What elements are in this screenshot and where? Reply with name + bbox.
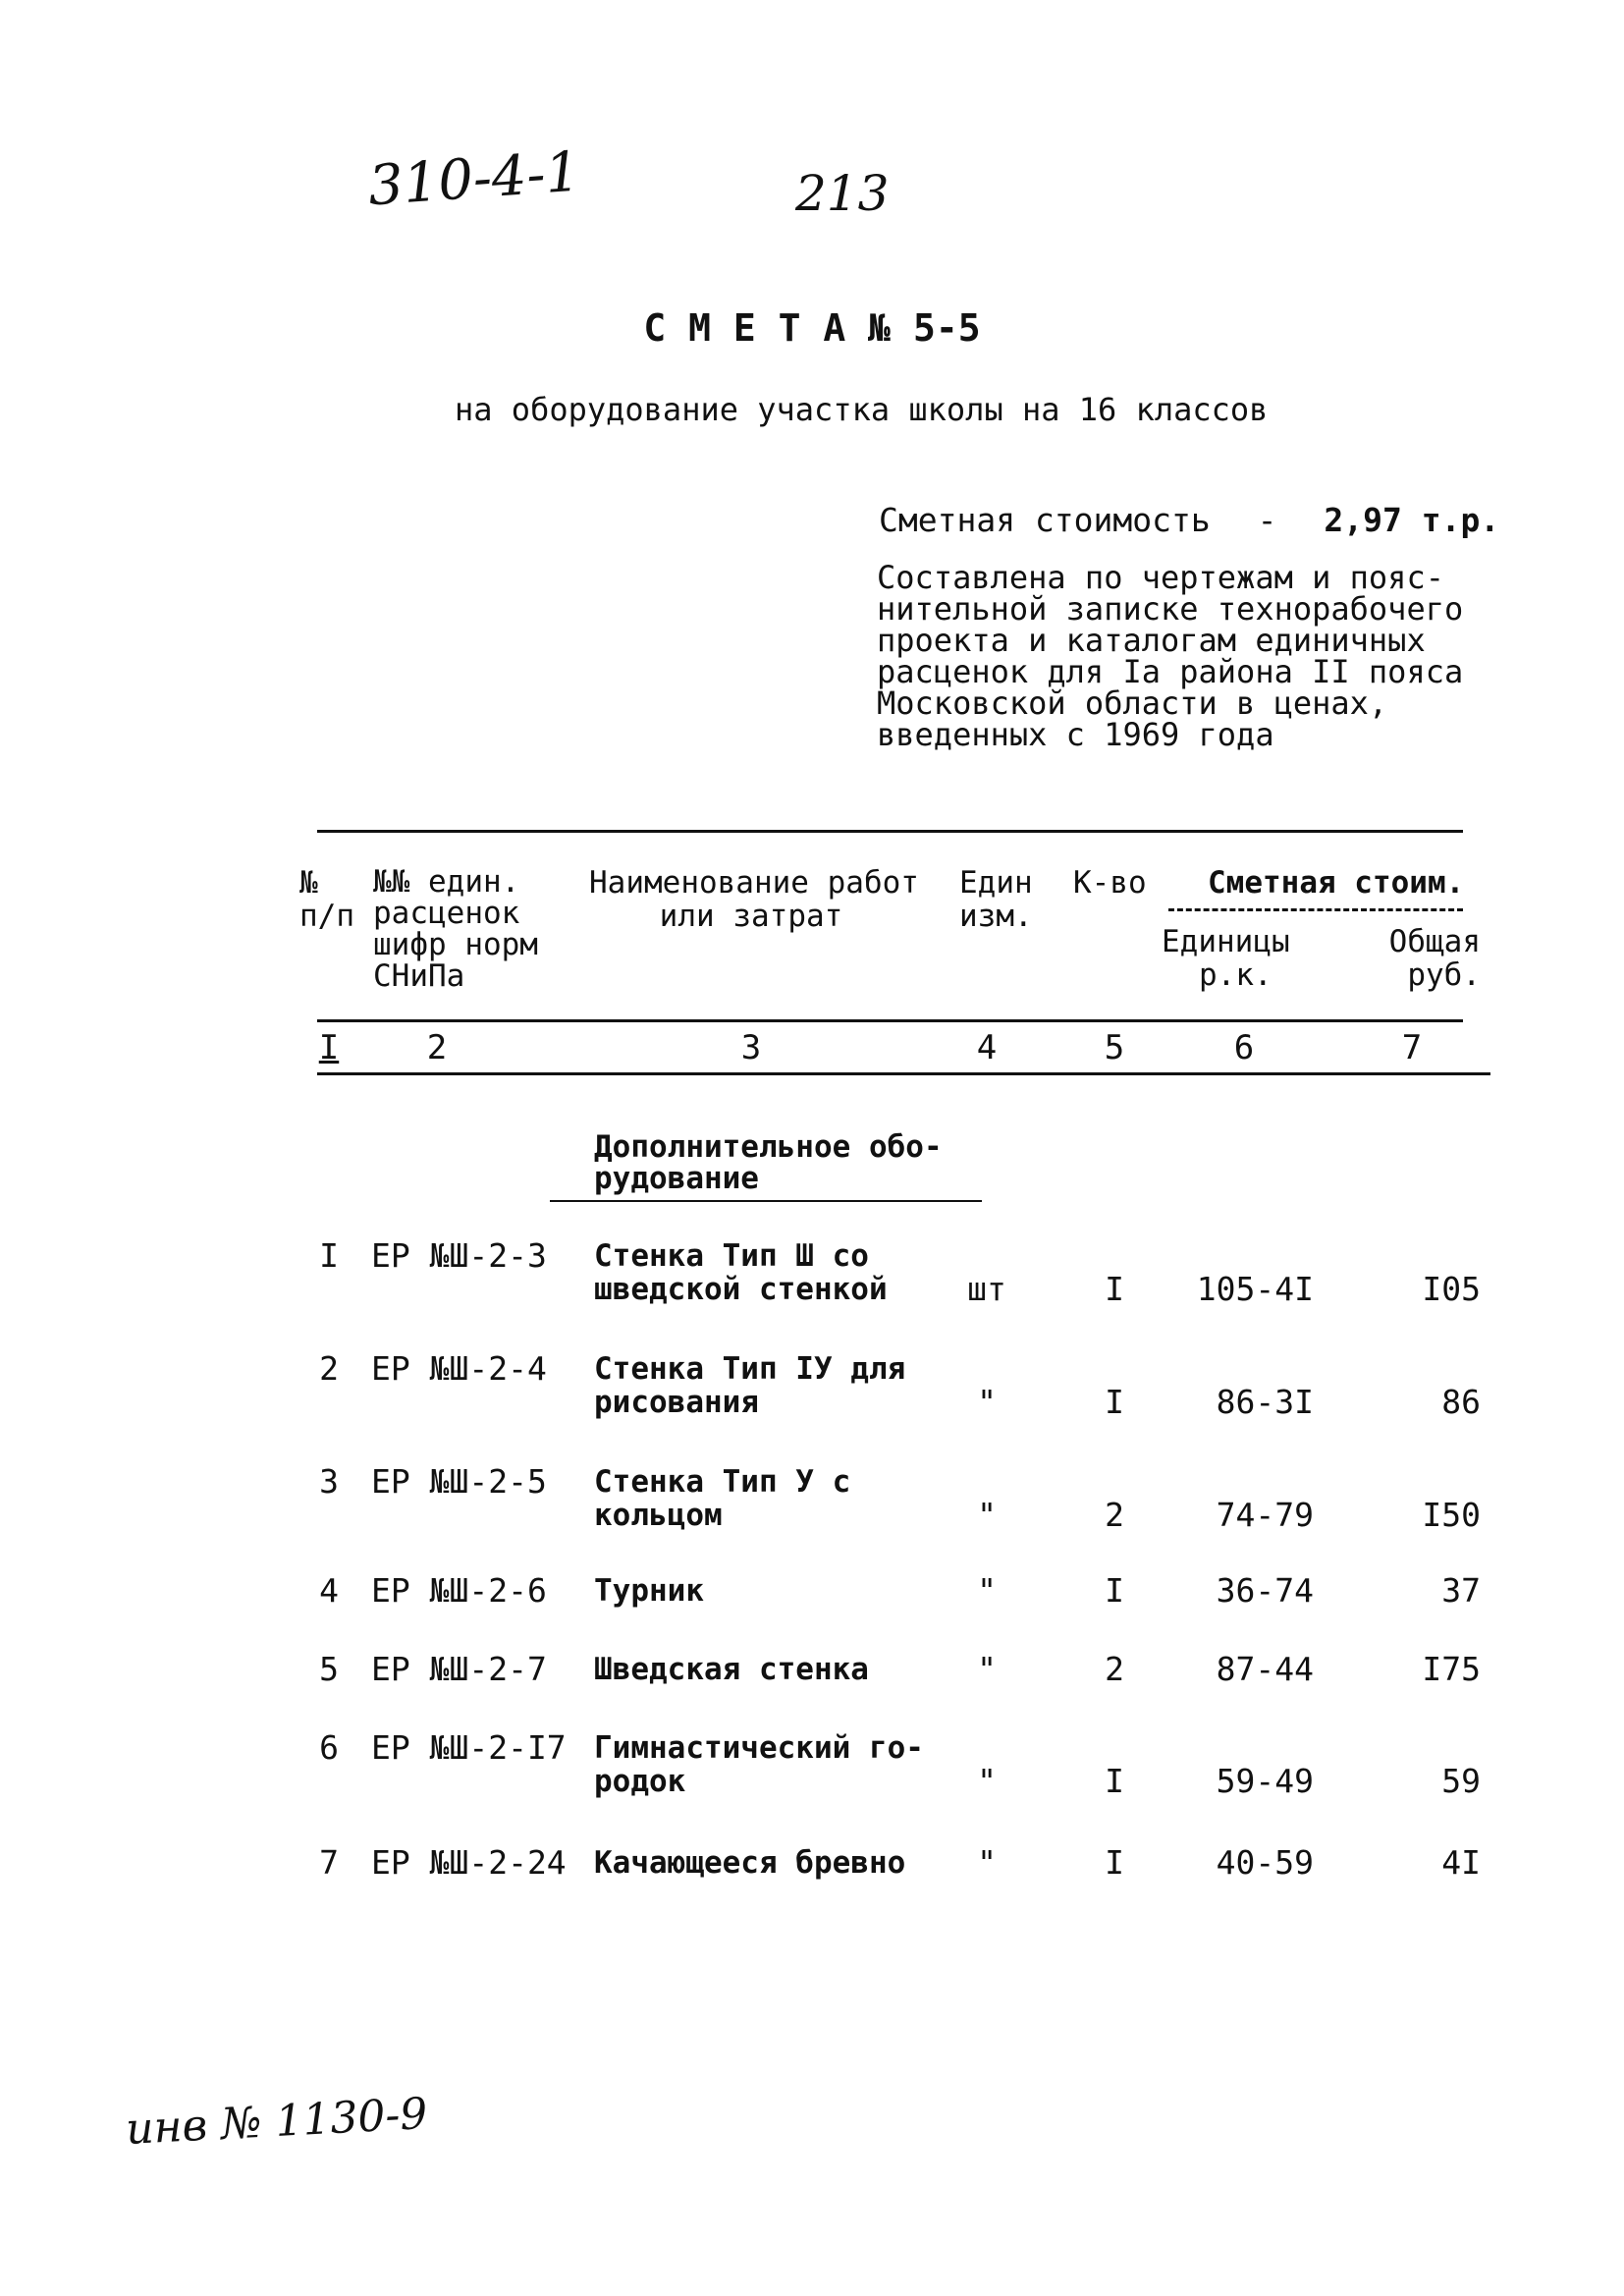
row-name-line: родок — [594, 1764, 686, 1799]
basis-note — [877, 559, 1464, 753]
row-quantity: I — [1105, 1843, 1124, 1882]
row-code: ЕР №Ш-2-4 — [371, 1349, 547, 1388]
document-subtitle: на оборудование участка школы на 16 классов — [455, 391, 1269, 428]
header-col2-line: шифр норм — [373, 927, 538, 962]
row-name — [594, 1574, 704, 1608]
column-number: 7 — [1401, 1028, 1423, 1067]
header-col1-line: № — [299, 865, 318, 901]
table-top-rule — [317, 830, 1463, 833]
row-unit: " — [977, 1762, 997, 1800]
header-col6 — [1162, 925, 1290, 992]
row-quantity: I — [1105, 1383, 1124, 1421]
row-quantity: 2 — [1105, 1650, 1124, 1688]
basis-line: нительной записке технорабочего — [877, 590, 1464, 628]
inventory-number: инв № 1130-9 — [124, 2088, 429, 2156]
row-name — [594, 1239, 888, 1306]
header-bottom-rule — [317, 1019, 1463, 1022]
header-col2-line: расценок — [373, 896, 520, 931]
estimated-cost — [879, 501, 1499, 539]
estimated-cost-dash: - — [1257, 501, 1277, 539]
row-unit-price: 59-49 — [1216, 1762, 1314, 1800]
row-code: ЕР №Ш-2-I7 — [371, 1728, 567, 1767]
row-name-line: шведской стенкой — [594, 1272, 888, 1307]
header-col2 — [373, 866, 538, 992]
row-number: 4 — [319, 1571, 339, 1610]
header-col3 — [589, 865, 919, 934]
row-unit: " — [977, 1496, 997, 1534]
row-unit-price: 36-74 — [1216, 1571, 1314, 1610]
row-name-line: рисования — [594, 1385, 759, 1420]
cost-group-rule — [1168, 908, 1463, 911]
row-name-line: Качающееся бревно — [594, 1845, 906, 1881]
header-col7-line: Общая — [1388, 924, 1481, 959]
header-col1-line: п/п — [299, 899, 354, 934]
row-unit-price: 40-59 — [1216, 1843, 1314, 1882]
section-heading-rule — [550, 1200, 982, 1202]
row-total: I50 — [1422, 1496, 1481, 1534]
basis-line: Составлена по чертежам и пояс- — [877, 559, 1444, 596]
row-unit: " — [977, 1383, 997, 1421]
header-col6-line: р.к. — [1199, 957, 1272, 993]
row-number: 6 — [319, 1728, 339, 1767]
row-unit: " — [977, 1571, 997, 1610]
row-total: 4I — [1441, 1843, 1481, 1882]
row-unit: " — [977, 1843, 997, 1882]
row-total: I75 — [1422, 1650, 1481, 1688]
row-total: 86 — [1441, 1383, 1481, 1421]
basis-line: Московской области в ценах, — [877, 684, 1388, 722]
row-unit-price: 86-3I — [1216, 1383, 1314, 1421]
row-quantity: 2 — [1105, 1496, 1124, 1534]
row-name-line: кольцом — [594, 1498, 723, 1533]
row-quantity: I — [1105, 1571, 1124, 1610]
row-total: 59 — [1441, 1762, 1481, 1800]
document-code: 310-4-1 — [365, 139, 583, 219]
row-total: I05 — [1422, 1270, 1481, 1308]
column-number: 2 — [426, 1028, 448, 1067]
row-number: 7 — [319, 1843, 339, 1882]
row-name-line: Стенка Тип IУ для — [594, 1351, 906, 1387]
row-name — [594, 1465, 850, 1532]
column-number: 4 — [976, 1028, 998, 1067]
row-name-line: Стенка Тип Ш со — [594, 1238, 869, 1274]
header-col2-line: СНиПа — [373, 958, 465, 994]
basis-line: расценок для Iа района II пояса — [877, 653, 1464, 690]
header-col3-line: Наименование работ — [589, 865, 919, 901]
header-col5-line: К-во — [1073, 865, 1147, 901]
section-heading-line: Дополнительное обо- — [594, 1129, 943, 1165]
row-number: 2 — [319, 1349, 339, 1388]
row-unit-price: 74-79 — [1216, 1496, 1314, 1534]
header-col4-line: изм. — [959, 899, 1033, 934]
column-number: 5 — [1104, 1028, 1125, 1067]
row-unit: шт — [967, 1270, 1006, 1308]
header-col4 — [959, 866, 1033, 933]
estimated-cost-value: 2,97 т.р. — [1324, 501, 1500, 539]
header-col1 — [299, 866, 354, 933]
basis-line: проекта и каталогам единичных — [877, 622, 1426, 659]
header-col3-line: или затрат — [659, 899, 843, 934]
row-code: ЕР №Ш-2-6 — [371, 1571, 547, 1610]
row-number: 5 — [319, 1650, 339, 1688]
row-unit-price: 105-4I — [1196, 1270, 1314, 1308]
row-name-line: Шведская стенка — [594, 1652, 869, 1687]
row-unit-price: 87-44 — [1216, 1650, 1314, 1688]
row-name — [594, 1846, 905, 1880]
header-col7-line: руб. — [1407, 957, 1481, 993]
row-name — [594, 1653, 869, 1686]
column-number: 6 — [1233, 1028, 1255, 1067]
row-name — [594, 1731, 924, 1798]
row-number: 3 — [319, 1462, 339, 1501]
section-heading-line: рудование — [594, 1161, 759, 1196]
header-cost-group: Сметная стоим. — [1208, 865, 1465, 901]
row-code: ЕР №Ш-2-5 — [371, 1462, 547, 1501]
row-quantity: I — [1105, 1762, 1124, 1800]
column-number: 3 — [740, 1028, 762, 1067]
row-name-line: Турник — [594, 1573, 704, 1609]
row-number: I — [319, 1236, 339, 1275]
document-title: С М Е Т А № 5-5 — [643, 306, 981, 350]
row-total: 37 — [1441, 1571, 1481, 1610]
row-unit: " — [977, 1650, 997, 1688]
row-quantity: I — [1105, 1270, 1124, 1308]
section-heading — [594, 1131, 943, 1194]
header-col2-line: №№ един. — [373, 864, 520, 900]
row-name-line: Стенка Тип У с — [594, 1464, 851, 1500]
header-col5 — [1073, 866, 1147, 900]
basis-line: введенных с 1969 года — [877, 716, 1274, 753]
estimated-cost-label: Сметная стоимость — [879, 501, 1211, 539]
row-code: ЕР №Ш-2-3 — [371, 1236, 547, 1275]
row-name-line: Гимнастический го- — [594, 1730, 924, 1766]
header-col6-line: Единицы — [1162, 924, 1290, 959]
row-code: ЕР №Ш-2-24 — [371, 1843, 567, 1882]
page-number: 213 — [795, 165, 890, 222]
header-col4-line: Един — [959, 865, 1033, 901]
column-numbers-rule — [317, 1072, 1490, 1075]
header-col7 — [1363, 925, 1481, 992]
row-code: ЕР №Ш-2-7 — [371, 1650, 547, 1688]
row-name — [594, 1352, 905, 1419]
column-number: I — [318, 1028, 340, 1067]
